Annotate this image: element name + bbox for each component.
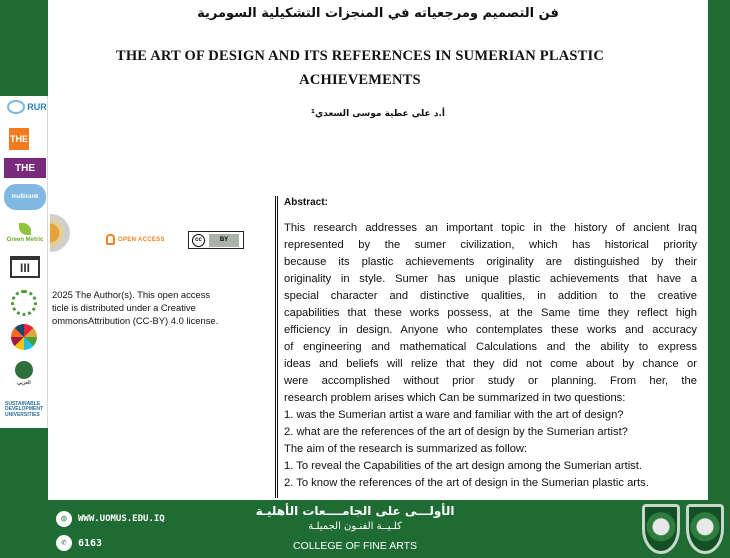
license-line: ticle is distributed under a Creative (52, 302, 196, 313)
abstract-line: efficiency in design. Anyone who contemplates these works and accuracy (284, 324, 697, 336)
abstract-line: ideas and beliefs will relize that they did not come about by chance or (284, 358, 697, 370)
www-icon: ◎ (56, 511, 72, 527)
footer-bar (0, 500, 730, 558)
abstract-line: originality in style. Sumer has unique plastic achievements that have a (284, 273, 697, 285)
arab-disc-icon (15, 361, 33, 379)
license-line: ommonsAttribution (CC-BY) 4.0 license. (52, 315, 219, 326)
abstract-line: research problem arises which Can be summarized in two questions: (284, 392, 626, 404)
arabic-title: فن التصميم ومرجعياته في المنجزات التشكيلية السومرية (197, 6, 559, 21)
phone-icon: ✆ (56, 535, 72, 551)
multirank-logo[interactable]: multirank (4, 184, 46, 210)
abstract-divider (275, 196, 278, 498)
abstract-heading: Abstract: (284, 197, 328, 208)
wreath-logo[interactable] (11, 290, 37, 316)
abstract-line: represented by the sumer civilization, which has historical priority (284, 239, 697, 251)
journal-seal-logo (50, 214, 70, 252)
frame-top-left (0, 0, 48, 96)
abstract-body (284, 220, 697, 492)
license-line: 2025 The Author(s). This open access (52, 289, 211, 300)
aim-2: 2. To know the references of the art of design in the Sumerian plastic arts. (284, 477, 649, 489)
sdg-wheel-logo[interactable] (11, 324, 37, 350)
college-name: COLLEGE OF FINE ARTS (292, 540, 418, 552)
frame-right (708, 0, 730, 500)
cc-by-badge[interactable] (188, 231, 244, 249)
the-rankings-logo[interactable]: THE (4, 158, 46, 178)
phone-link[interactable]: ✆ 6163 (56, 535, 102, 551)
abstract-line: of engineering and mathematical Calculations and the ability to express (284, 341, 697, 353)
research-question-1: 1. was the Sumerian artist a ware and familiar with the art of design? (284, 409, 624, 421)
license-text (52, 288, 252, 327)
abstract-line: because its plastic achievements originality are distinguished by their (284, 256, 697, 268)
abstract-line: capabilities that these works possess, at the Same time they reflect high (284, 307, 697, 319)
abstract-line: special character and distinctive qualities, in addition to the creative (284, 290, 697, 302)
english-title-line1: THE ART OF DESIGN AND ITS REFERENCES IN SUMERIAN PLASTIC (115, 48, 605, 64)
rur-ring-icon (7, 100, 25, 114)
shield-emblem-icon (686, 504, 724, 554)
by-label: BY (209, 234, 239, 247)
aim-1: 1. To reveal the Capabilities of the art design among the Sumerian artist. (284, 460, 642, 472)
lock-icon (106, 234, 115, 245)
website-link[interactable]: ◎ WWW.UOMUS.EDU.IQ (56, 511, 165, 527)
english-title (90, 44, 630, 92)
sdu-logo[interactable]: SUSTAINABLE DEVELOPMENT UNIVERSITIES (5, 400, 44, 418)
aim-heading: The aim of the research is summarized as follow: (284, 443, 528, 455)
arabic-author: أ.د علي عطية موسى السعدي¹ (311, 109, 445, 119)
frame-lower-left (0, 428, 48, 500)
research-question-2: 2. what are the references of the art of design by the Sumerian artist? (284, 426, 628, 438)
open-access-badge[interactable]: OPEN ACCESS (106, 234, 165, 245)
shield-emblem-icon (642, 504, 680, 554)
pillars-logo[interactable]: III (10, 256, 40, 278)
english-title-line2: ACHIEVEMENTS (299, 72, 421, 88)
arab-ranking-logo[interactable]: العربي (11, 358, 37, 388)
greenmetric-logo[interactable]: Green Metric (5, 216, 45, 250)
abstract-line: This research addresses an important topic in the history of ancient Iraq (284, 222, 697, 234)
footer-arabic-line2: كلـيــة الفنـون الجميلـة (308, 521, 402, 532)
rur-logo[interactable]: RUR (5, 96, 49, 118)
abstract-line: were accomplished without prior study or planning. From her, the (284, 375, 697, 387)
footer-arabic-line1: الأولـــى على الجامــــعات الأهليـة (255, 504, 455, 518)
the-logo[interactable]: THE (9, 128, 29, 150)
leaf-icon (19, 223, 31, 235)
cc-icon: cc (192, 234, 205, 247)
